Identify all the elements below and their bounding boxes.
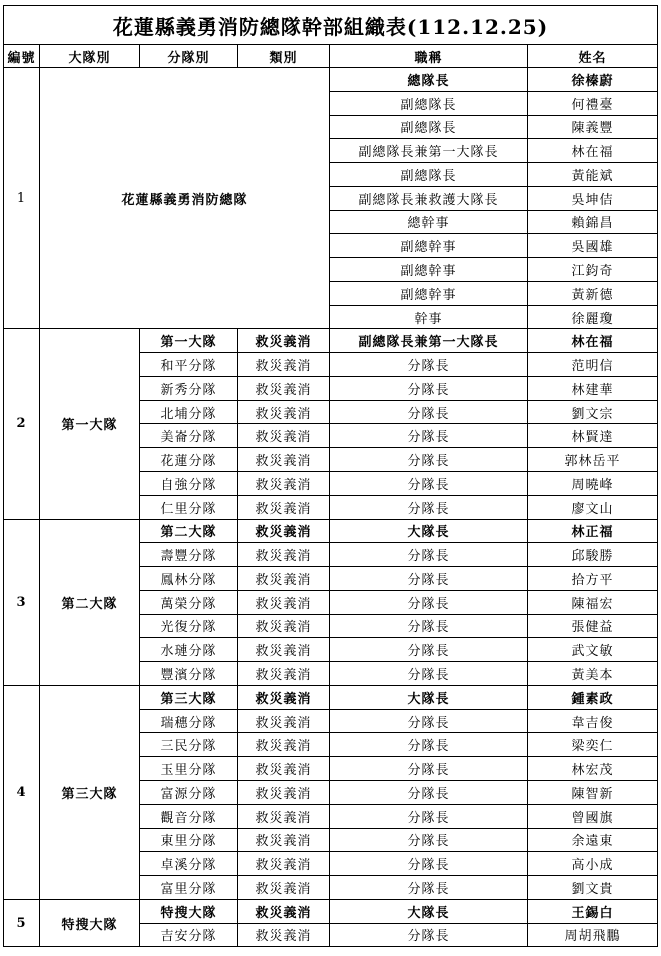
unit-name: 北埔分隊	[140, 400, 238, 424]
person-name: 黃新德	[528, 281, 658, 305]
position-title: 分隊長	[330, 495, 528, 519]
unit-type: 救災義消	[238, 780, 330, 804]
unit-type: 救災義消	[238, 424, 330, 448]
person-name: 林正福	[528, 519, 658, 543]
person-name: 何禮臺	[528, 91, 658, 115]
unit-type: 救災義消	[238, 614, 330, 638]
unit-name: 三民分隊	[140, 733, 238, 757]
table-row	[4, 329, 658, 353]
unit-type: 救災義消	[238, 519, 330, 543]
brigade-name: 特搜大隊	[40, 899, 140, 947]
position-title: 分隊長	[330, 923, 528, 947]
position-title: 分隊長	[330, 472, 528, 496]
row-number: 5	[4, 899, 40, 947]
position-title: 分隊長	[330, 662, 528, 686]
position-title: 分隊長	[330, 353, 528, 377]
unit-name: 第一大隊	[140, 329, 238, 353]
org-table-body	[4, 6, 658, 947]
position-title: 總隊長	[330, 68, 528, 92]
position-title: 分隊長	[330, 709, 528, 733]
unit-type: 救災義消	[238, 448, 330, 472]
position-title: 總幹事	[330, 210, 528, 234]
brigade-name: 第一大隊	[40, 329, 140, 519]
person-name: 梁奕仁	[528, 733, 658, 757]
person-name: 賴錦昌	[528, 210, 658, 234]
person-name: 劉文宗	[528, 400, 658, 424]
person-name: 劉文貴	[528, 876, 658, 900]
unit-name: 鳳林分隊	[140, 567, 238, 591]
person-name: 陳智新	[528, 780, 658, 804]
person-name: 林在福	[528, 139, 658, 163]
person-name: 吳國雄	[528, 234, 658, 258]
position-title: 分隊長	[330, 543, 528, 567]
unit-type: 救災義消	[238, 828, 330, 852]
person-name: 武文敏	[528, 638, 658, 662]
unit-name: 第三大隊	[140, 685, 238, 709]
person-name: 陳義豐	[528, 115, 658, 139]
unit-name: 東里分隊	[140, 828, 238, 852]
position-title: 分隊長	[330, 876, 528, 900]
person-name: 林賢達	[528, 424, 658, 448]
person-name: 黃美本	[528, 662, 658, 686]
position-title: 分隊長	[330, 424, 528, 448]
person-name: 黃能斌	[528, 163, 658, 187]
person-name: 范明信	[528, 353, 658, 377]
unit-name: 富里分隊	[140, 876, 238, 900]
position-title: 副總隊長	[330, 115, 528, 139]
header-no: 編號	[4, 45, 40, 68]
person-name: 鍾素政	[528, 685, 658, 709]
unit-type: 救災義消	[238, 804, 330, 828]
position-title: 幹事	[330, 305, 528, 329]
unit-name: 富源分隊	[140, 780, 238, 804]
brigade-name: 第三大隊	[40, 685, 140, 899]
unit-name: 吉安分隊	[140, 923, 238, 947]
unit-name: 和平分隊	[140, 353, 238, 377]
unit-name: 仁里分隊	[140, 495, 238, 519]
unit-type: 救災義消	[238, 495, 330, 519]
person-name: 林宏茂	[528, 757, 658, 781]
position-title: 分隊長	[330, 757, 528, 781]
unit-type: 救災義消	[238, 852, 330, 876]
person-name: 韋吉俊	[528, 709, 658, 733]
unit-type: 救災義消	[238, 567, 330, 591]
unit-name: 玉里分隊	[140, 757, 238, 781]
person-name: 陳福宏	[528, 590, 658, 614]
position-title: 副總隊長兼第一大隊長	[330, 139, 528, 163]
unit-name: 新秀分隊	[140, 376, 238, 400]
unit-name: 瑞穗分隊	[140, 709, 238, 733]
unit-name: 卓溪分隊	[140, 852, 238, 876]
row-number: 2	[4, 329, 40, 519]
person-name: 廖文山	[528, 495, 658, 519]
unit-name: 水璉分隊	[140, 638, 238, 662]
unit-name: 萬榮分隊	[140, 590, 238, 614]
position-title: 副總幹事	[330, 258, 528, 282]
position-title: 分隊長	[330, 590, 528, 614]
person-name: 邱駿勝	[528, 543, 658, 567]
person-name: 張健益	[528, 614, 658, 638]
position-title: 分隊長	[330, 780, 528, 804]
unit-name: 特搜大隊	[140, 899, 238, 923]
person-name: 郭林岳平	[528, 448, 658, 472]
unit-type: 救災義消	[238, 472, 330, 496]
unit-type: 救災義消	[238, 376, 330, 400]
header-brigade: 大隊別	[40, 45, 140, 68]
person-name: 林建華	[528, 376, 658, 400]
row-number: 3	[4, 519, 40, 685]
unit-type: 救災義消	[238, 329, 330, 353]
position-title: 分隊長	[330, 400, 528, 424]
position-title: 分隊長	[330, 448, 528, 472]
unit-type: 救災義消	[238, 590, 330, 614]
position-title: 分隊長	[330, 828, 528, 852]
person-name: 徐榛蔚	[528, 68, 658, 92]
position-title: 副總幹事	[330, 281, 528, 305]
unit-type: 救災義消	[238, 733, 330, 757]
position-title: 副總隊長兼救護大隊長	[330, 186, 528, 210]
unit-type: 救災義消	[238, 400, 330, 424]
table-row	[4, 685, 658, 709]
brigade-name: 花蓮縣義勇消防總隊	[40, 68, 330, 329]
table-row	[4, 68, 658, 92]
position-title: 分隊長	[330, 614, 528, 638]
unit-name: 第二大隊	[140, 519, 238, 543]
unit-name: 豐濱分隊	[140, 662, 238, 686]
person-name: 周曉峰	[528, 472, 658, 496]
person-name: 拾方平	[528, 567, 658, 591]
row-number: 1	[4, 68, 40, 329]
position-title: 副總幹事	[330, 234, 528, 258]
person-name: 余遠東	[528, 828, 658, 852]
person-name: 王錫白	[528, 899, 658, 923]
position-title: 副總隊長	[330, 91, 528, 115]
position-title: 分隊長	[330, 638, 528, 662]
unit-type: 救災義消	[238, 543, 330, 567]
unit-name: 觀音分隊	[140, 804, 238, 828]
person-name: 曾國旗	[528, 804, 658, 828]
page-title: 花蓮縣義勇消防總隊幹部組織表(112.12.25)	[4, 6, 658, 45]
table-row	[4, 519, 658, 543]
unit-name: 花蓮分隊	[140, 448, 238, 472]
header-unit: 分隊別	[140, 45, 238, 68]
person-name: 高小成	[528, 852, 658, 876]
person-name: 江鈞奇	[528, 258, 658, 282]
unit-type: 救災義消	[238, 876, 330, 900]
position-title: 分隊長	[330, 804, 528, 828]
org-table	[3, 5, 658, 947]
position-title: 副總隊長兼第一大隊長	[330, 329, 528, 353]
position-title: 大隊長	[330, 685, 528, 709]
row-number: 4	[4, 685, 40, 899]
person-name: 林在福	[528, 329, 658, 353]
unit-type: 救災義消	[238, 923, 330, 947]
position-title: 分隊長	[330, 852, 528, 876]
position-title: 分隊長	[330, 733, 528, 757]
table-row	[4, 899, 658, 923]
position-title: 分隊長	[330, 567, 528, 591]
header-name: 姓名	[528, 45, 658, 68]
unit-name: 自強分隊	[140, 472, 238, 496]
org-chart-document	[3, 5, 657, 947]
header-row	[4, 45, 658, 68]
unit-type: 救災義消	[238, 353, 330, 377]
unit-name: 壽豐分隊	[140, 543, 238, 567]
position-title: 大隊長	[330, 899, 528, 923]
unit-name: 美崙分隊	[140, 424, 238, 448]
header-title: 職稱	[330, 45, 528, 68]
brigade-name: 第二大隊	[40, 519, 140, 685]
person-name: 周胡飛鵬	[528, 923, 658, 947]
person-name: 吳坤佶	[528, 186, 658, 210]
position-title: 副總隊長	[330, 163, 528, 187]
unit-name: 光復分隊	[140, 614, 238, 638]
unit-type: 救災義消	[238, 709, 330, 733]
header-type: 類別	[238, 45, 330, 68]
unit-type: 救災義消	[238, 757, 330, 781]
unit-type: 救災義消	[238, 899, 330, 923]
unit-type: 救災義消	[238, 662, 330, 686]
unit-type: 救災義消	[238, 638, 330, 662]
position-title: 分隊長	[330, 376, 528, 400]
position-title: 大隊長	[330, 519, 528, 543]
person-name: 徐麗瓊	[528, 305, 658, 329]
unit-type: 救災義消	[238, 685, 330, 709]
